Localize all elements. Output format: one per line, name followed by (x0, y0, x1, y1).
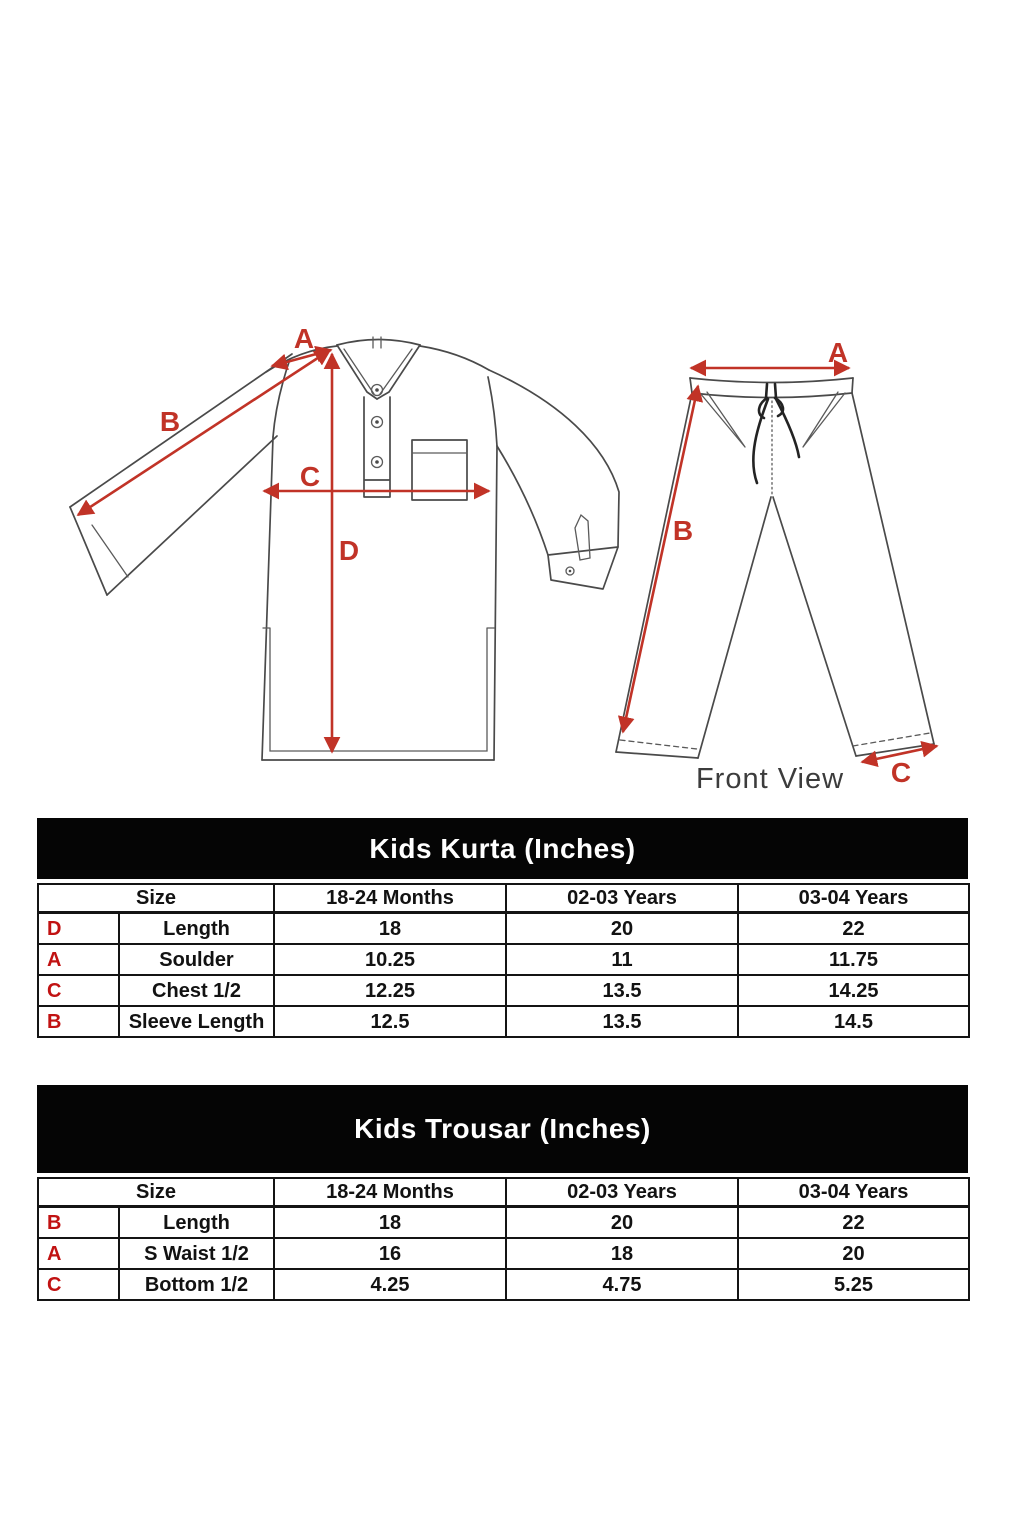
measurement-diagram (0, 300, 1024, 800)
measure-value: 13.5 (506, 975, 738, 1006)
kurta-sketch (70, 323, 619, 760)
measure-value: 12.25 (274, 975, 506, 1006)
front-view-caption: Front View (695, 763, 845, 795)
measure-value: 4.75 (506, 1269, 738, 1300)
kurta-label-c: C (299, 461, 321, 492)
measure-key: C (38, 975, 119, 1006)
measure-value: 20 (506, 1207, 738, 1239)
measure-key: B (38, 1006, 119, 1037)
kurta-placket (364, 385, 390, 498)
trousar-size-table (37, 1177, 970, 1301)
measure-name: Length (119, 913, 274, 945)
measure-value: 20 (506, 913, 738, 945)
measure-key: B (38, 1207, 119, 1239)
measure-value: 11.75 (738, 944, 969, 975)
kurta-left-sleeve (70, 354, 292, 595)
table-row (38, 1006, 969, 1037)
table-row (38, 1207, 969, 1239)
measure-value: 4.25 (274, 1269, 506, 1300)
table-row (38, 1238, 969, 1269)
column-header-size-3: 03-04 Years (738, 884, 969, 913)
table-row (38, 884, 969, 913)
table-row (38, 1269, 969, 1300)
trousers-legs (616, 392, 934, 758)
trousers-length-arrow (623, 386, 698, 732)
measure-value: 13.5 (506, 1006, 738, 1037)
measure-value: 22 (738, 1207, 969, 1239)
kurta-label-b: B (159, 406, 181, 437)
measure-name: Bottom 1/2 (119, 1269, 274, 1300)
kurta-right-sleeve (489, 370, 619, 589)
kurta-measurements (78, 323, 489, 752)
measure-value: 14.25 (738, 975, 969, 1006)
measure-name: Sleeve Length (119, 1006, 274, 1037)
measure-value: 18 (274, 1207, 506, 1239)
measure-value: 14.5 (738, 1006, 969, 1037)
trousers-drawstring (753, 384, 799, 483)
kurta-table-title: Kids Kurta (Inches) (37, 818, 968, 879)
measure-value: 16 (274, 1238, 506, 1269)
trousers-waistband (690, 378, 853, 398)
kurta-body (262, 346, 497, 760)
table-row (38, 975, 969, 1006)
measure-key: A (38, 944, 119, 975)
measure-name: Chest 1/2 (119, 975, 274, 1006)
trousers-label-a: A (827, 337, 849, 368)
column-header-size-3: 03-04 Years (738, 1178, 969, 1207)
measure-value: 22 (738, 913, 969, 945)
measure-name: Length (119, 1207, 274, 1239)
table-row (38, 944, 969, 975)
trousers-sketch (616, 337, 937, 795)
trousers-label-c: C (890, 757, 912, 788)
table-row (38, 1178, 969, 1207)
column-header-size: Size (38, 884, 274, 913)
measure-key: C (38, 1269, 119, 1300)
measure-value: 12.5 (274, 1006, 506, 1037)
column-header-size-2: 02-03 Years (506, 1178, 738, 1207)
measure-value: 18 (274, 913, 506, 945)
table-row (38, 913, 969, 945)
trousar-table-title: Kids Trousar (Inches) (37, 1085, 968, 1173)
column-header-size: Size (38, 1178, 274, 1207)
trousers-label-b: B (672, 515, 694, 546)
measure-key: D (38, 913, 119, 945)
measure-value: 18 (506, 1238, 738, 1269)
column-header-size-2: 02-03 Years (506, 884, 738, 913)
measure-value: 10.25 (274, 944, 506, 975)
column-header-size-1: 18-24 Months (274, 1178, 506, 1207)
kurta-size-table (37, 883, 970, 1038)
column-header-size-1: 18-24 Months (274, 884, 506, 913)
kurta-label-d: D (338, 535, 360, 566)
measure-name: Soulder (119, 944, 274, 975)
measure-value: 11 (506, 944, 738, 975)
measure-name: S Waist 1/2 (119, 1238, 274, 1269)
measure-value: 20 (738, 1238, 969, 1269)
kurta-label-a: A (293, 323, 315, 354)
measure-value: 5.25 (738, 1269, 969, 1300)
measure-key: A (38, 1238, 119, 1269)
